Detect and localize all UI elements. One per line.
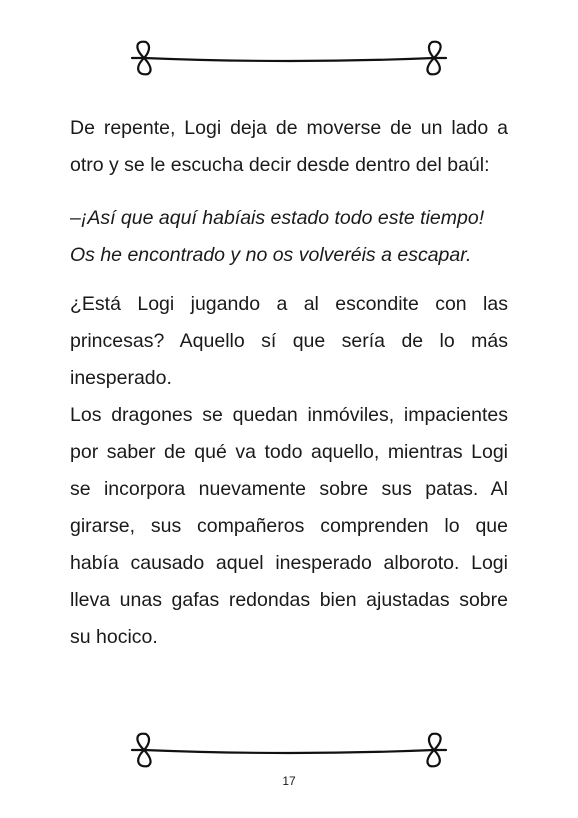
- page-number: 17: [282, 774, 296, 788]
- paragraph-1: De repente, Logi deja de moverse de un lado a otro y se le escucha decir desde dentro del baúl:: [70, 117, 508, 176]
- bottom-flourish-divider-icon: [130, 726, 448, 776]
- paragraph-3: ¿Está Logi jugando a al escondite con las princesas? Aquello sí que sería de lo más inesperado.: [70, 293, 508, 389]
- top-flourish-divider-icon: [130, 34, 448, 84]
- italic-dialogue: [70, 200, 508, 274]
- dialogue-line-1: –¡Así que aquí habíais estado todo este tiempo!: [70, 207, 485, 229]
- dialogue-line-2: Os he encontrado y no os volveréis a escapar.: [70, 244, 472, 266]
- paragraph-4: Los dragones se quedan inmóviles, impacientes por saber de qué va todo aquello, mientras Logi se incorpora nuevamente sobre sus patas. Al girarse, sus compañeros comprenden lo que había causado aquel inesperado alboroto. Logi lleva unas gafas redondas bien ajustadas sobre su hocico.: [70, 404, 508, 648]
